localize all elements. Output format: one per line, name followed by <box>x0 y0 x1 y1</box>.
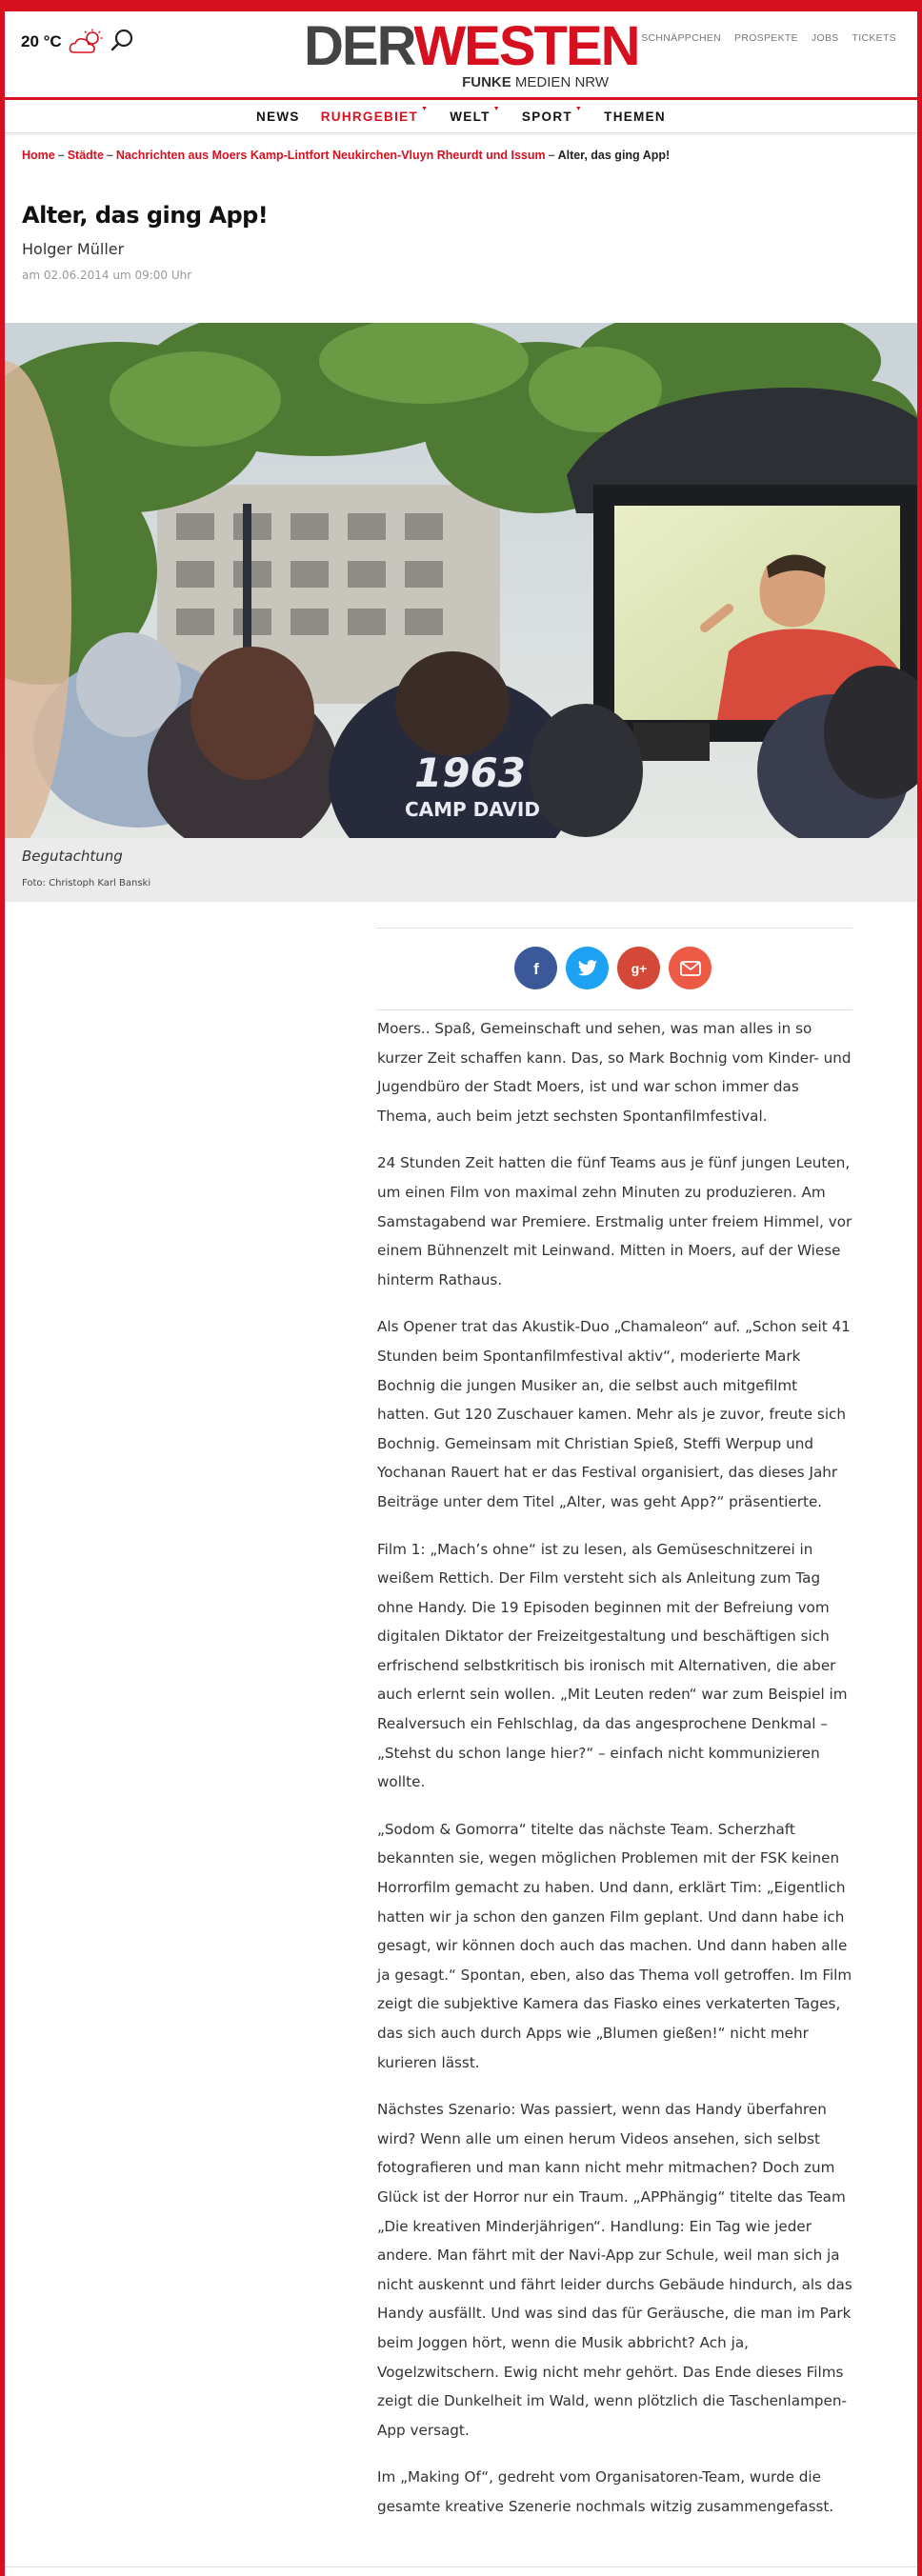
article-body <box>377 1014 853 2540</box>
nav-themen[interactable]: THEMEN <box>604 110 666 124</box>
share-twitter-button[interactable] <box>566 947 609 989</box>
share-email-button[interactable] <box>669 947 712 989</box>
article-paragraph: Moers.. Spaß, Gemeinschaft und sehen, was man alles in so kurzer Zeit schaffen kann. Das, so Mark Bochnig vom Kinder- und Jugendbüro der Stadt Moers, ist und war schon immer das Thema, auch beim jetzt sechsten Spontanfilmfestival. <box>377 1020 852 1125</box>
shirt-print-number: 1963 <box>414 749 526 796</box>
nav-news[interactable]: NEWS <box>256 110 300 124</box>
article-author[interactable]: Holger Müller <box>22 240 125 258</box>
logo-wordmark: DERWESTEN <box>304 15 639 77</box>
breadcrumb-separator: – <box>106 149 113 162</box>
footer-divider <box>5 2566 917 2567</box>
breadcrumb <box>22 149 898 162</box>
breadcrumb-moers[interactable]: Nachrichten aus Moers Kamp-Lintfort Neukirchen-Vluyn Rheurdt und Issum <box>115 149 546 162</box>
partly-cloudy-icon <box>68 29 106 55</box>
twitter-icon <box>577 959 598 978</box>
article-paragraph: Im „Making Of“, gedreht vom Organisatoren-Team, wurde die gesamte kreative Szenerie nochmals witzig zusammengefasst. <box>377 2468 834 2515</box>
top-link-prospekte[interactable]: PROSPEKTE <box>734 32 798 44</box>
chevron-down-icon: ▼ <box>574 106 584 112</box>
svg-text:g+: g+ <box>631 960 647 976</box>
right-frame-border <box>917 0 922 2576</box>
image-credit: Foto: Christoph Karl Banski <box>22 878 151 889</box>
article-date: am 02.06.2014 um 09:00 Uhr <box>22 269 192 282</box>
article-paragraph: Als Opener trat das Akustik-Duo „Chamaleon“ auf. „Schon seit 41 Stunden beim Spontanfilmfestival aktiv“, moderierte Mark Bochnig die jungen Musiker an, die selbst auch mitgefilmt hatten. Gut 120 Zuschauer kamen. Mehr als je zuvor, freute sich Bochnig. Gemeinsam mit Christian Spieß, Steffi Werpup und Yochanan Rauert hat er das Festival organisiert, das dieses Jahr Beiträge unter dem Titel „Alter, was geht App?“ präsentierte. <box>377 1318 851 1510</box>
site-header <box>5 11 917 100</box>
chevron-down-icon: ▼ <box>421 106 430 112</box>
hero-photo <box>5 323 917 838</box>
email-icon <box>680 961 701 976</box>
image-caption-box <box>5 838 917 902</box>
nav-welt[interactable]: WELT ▼ <box>450 106 501 124</box>
main-navigation <box>5 101 917 133</box>
nav-ruhrgebiet[interactable]: RUHRGEBIET ▼ <box>320 106 430 124</box>
google-plus-icon <box>627 959 651 978</box>
logo-publisher: FUNKE MEDIEN NRW <box>462 74 609 90</box>
top-link-schnaeppchen[interactable]: SCHNÄPPCHEN <box>641 32 722 44</box>
shirt-print-label: CAMP DAVID <box>405 798 540 821</box>
share-bar <box>514 947 712 989</box>
nav-sport[interactable]: SPORT ▼ <box>521 106 584 124</box>
top-link-jobs[interactable]: JOBS <box>811 32 839 44</box>
breadcrumb-staedte[interactable]: Städte <box>67 149 104 162</box>
article-paragraph: „Sodom & Gomorra“ titelte das nächste Team. Scherzhaft bekannten sie, wegen möglichen Problemen mit der FSK keinen Horrorfilm gemacht zu haben. Und dann, erklärt Tim: „Eigentlich hatten wir ja schon den ganzen Film geplant. Und dann habe ich gesagt, wir können doch auch das machen. Und dann haben alle ja gesagt.“ Spontan, eben, also das Thema voll getroffen. Im Film zeigt die subjektive Kamera das Fiasko eines verkaterten Tages, das sich auch durch Apps wie „Blumen gießen!“ nicht mehr kurieren lässt. <box>377 1820 852 2071</box>
share-facebook-button[interactable] <box>514 947 557 989</box>
top-accent-bar <box>0 0 922 11</box>
breadcrumb-separator: – <box>548 149 555 162</box>
breadcrumb-current: Alter, das ging App! <box>557 149 671 162</box>
breadcrumb-separator: – <box>57 149 65 162</box>
share-googleplus-button[interactable] <box>617 947 660 989</box>
share-divider-top <box>376 928 852 929</box>
breadcrumb-home[interactable]: Home <box>22 149 55 162</box>
article-paragraph: Film 1: „Mach’s ohne“ ist zu lesen, als Gemüseschnitzerei in weißem Rettich. Der Film versteht sich als Anleitung zum Tag ohne Handy. Die 19 Episoden beginnen mit der Befreiung vom digitalen Diktator der Freizeitgestaltung und beschäftigen sich erfrischend selbstkritisch bis ironisch mit Alternativen, die aber auch erlernt sein wollen. „Mit Leuten reden“ war zum Beispiel im Realversuch ein Fehlschlag, da das angesprochene Denkmal – „Stehst du schon lange hier?“ – einfach nicht kommunizieren wollte. <box>377 1540 848 1791</box>
site-logo[interactable] <box>304 15 639 91</box>
svg-text:f: f <box>532 959 539 978</box>
article-paragraph: Nächstes Szenario: Was passiert, wenn das Handy überfahren wird? Wenn alle um einen herum Videos ansehen, sich selbst fotografieren und man kann nicht mehr mitmachen? Doch zum Glück ist der Horror nur ein Traum. „APPhängig“ titelte das Team „Die kreativen Minderjährigen“. Handlung: Ein Tag wie jeder andere. Man fährt mit der Navi-App zur Schule, weil man sich ja nicht auskennt und fährt leider durchs Gebäude hindurch, als das Handy ausfällt. Und was sind das für Geräusche, die man im Park beim Joggen hört, wenn die Musik abbricht? Ach ja, Vogelzwitschern. Ewig nicht mehr gehört. Das Ende dieses Films zeigt die Dunkelheit im Wald, wenn plötzlich die Taschenlampen-App versagt. <box>377 2101 852 2439</box>
share-divider-bottom <box>376 1009 852 1010</box>
weather-widget[interactable] <box>21 29 106 55</box>
article-title: Alter, das ging App! <box>22 202 269 229</box>
top-link-tickets[interactable]: TICKETS <box>852 32 896 44</box>
search-icon[interactable] <box>108 27 136 55</box>
article-paragraph: 24 Stunden Zeit hatten die fünf Teams aus je fünf jungen Leuten, um einen Film von maximal zehn Minuten zu produzieren. Am Samstagabend war Premiere. Erstmalig unter freiem Himmel, vor einem Bühnenzelt mit Leinwand. Mitten in Moers, auf der Wiese hinterm Rathaus. <box>377 1154 852 1288</box>
weather-temperature: 20 °C <box>21 32 62 50</box>
service-links <box>641 32 896 44</box>
facebook-icon <box>527 959 546 978</box>
article-hero-image[interactable] <box>5 323 917 838</box>
image-caption: Begutachtung <box>22 848 123 865</box>
chevron-down-icon: ▼ <box>492 106 501 112</box>
